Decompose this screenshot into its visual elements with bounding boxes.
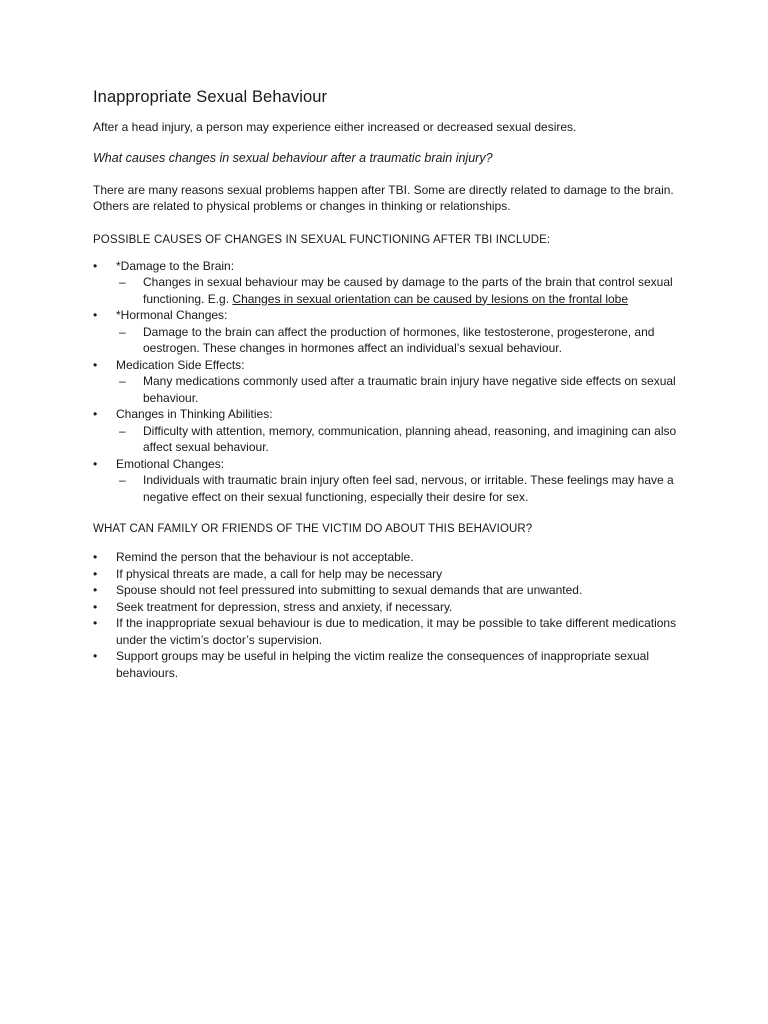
family-action-item [93,648,678,681]
bullet-icon: • [93,616,98,630]
cause-details [116,324,678,357]
cause-item [93,456,678,506]
dash-icon: – [119,374,126,388]
intro-paragraph: After a head injury, a person may experience either increased or decreased sexual desires. [93,120,577,134]
family-action-text: If the inappropriate sexual behaviour is due to medication, it may be possible to take different medications under the victim’s doctor’s supervision. [116,616,677,647]
family-action-text: Spouse should not feel pressured into submitting to sexual demands that are unwanted. [116,583,583,597]
cause-label: *Damage to the Brain: [116,258,235,273]
family-action-item [93,566,678,583]
bullet-icon: • [93,566,98,581]
family-heading: WHAT CAN FAMILY OR FRIENDS OF THE VICTIM DO ABOUT THIS BEHAVIOUR? [93,523,533,535]
cause-details [116,274,678,307]
family-action-text: Remind the person that the behaviour is not acceptable. [116,550,414,564]
cause-detail-text: Difficulty with attention, memory, communication, planning ahead, reasoning, and imagining can also affect sexual behaviour. [143,423,677,454]
cause-label: Medication Side Effects: [116,357,245,372]
cause-detail-text: Individuals with traumatic brain injury often feel sad, nervous, or irritable. These feelings may have a negative effect on their sexual functioning, especially their desire for sex. [143,473,674,504]
dash-icon: – [119,275,126,289]
dash-icon: – [119,423,126,438]
cause-detail [116,423,678,456]
family-action-item [93,615,678,648]
question-heading: What causes changes in sexual behaviour after a traumatic brain injury? [93,150,493,165]
family-actions-list [93,549,678,681]
cause-detail [116,472,678,505]
causes-heading: POSSIBLE CAUSES OF CHANGES IN SEXUAL FUNCTIONING AFTER TBI INCLUDE: [93,233,551,246]
bullet-icon: • [93,649,98,663]
document-title: Inappropriate Sexual Behaviour [93,88,328,106]
bullet-icon: • [93,456,98,471]
bullet-icon: • [93,308,98,322]
bullet-icon: • [93,357,98,372]
cause-item [93,357,678,407]
family-action-item [93,549,678,566]
cause-detail [116,373,678,406]
cause-details [116,472,678,505]
cause-item [93,406,678,456]
family-action-text: If physical threats are made, a call for help may be necessary [116,566,443,581]
bullet-icon: • [93,258,98,273]
cause-label: *Hormonal Changes: [116,308,228,322]
bullet-icon: • [93,407,98,421]
cause-detail [116,324,678,357]
cause-label: Emotional Changes: [116,456,225,471]
cause-item [93,258,678,308]
reasons-paragraph: There are many reasons sexual problems happen after TBI. Some are directly related to damage to the brain. Others are related to physical problems or changes in thinking or relationships. [93,182,674,213]
cause-detail-text: Damage to the brain can affect the production of hormones, like testosterone, progesterone, and oestrogen. These changes in hormones affect an individual’s sexual behaviour. [143,324,655,355]
dash-icon: – [119,473,126,487]
family-action-item [93,582,678,599]
cause-detail-text: Many medications commonly used after a traumatic brain injury have negative side effects on sexual behaviour. [143,374,676,405]
cause-item [93,307,678,357]
cause-label: Changes in Thinking Abilities: [116,407,273,421]
underlined-example: Changes in sexual orientation can be caused by lesions on the frontal lobe [232,291,629,306]
causes-list [93,258,678,506]
family-action-item [93,599,678,616]
cause-details [116,423,678,456]
bullet-icon: • [93,599,98,614]
family-action-text: Seek treatment for depression, stress and anxiety, if necessary. [116,599,453,614]
dash-icon: – [119,324,126,339]
cause-details [116,373,678,406]
family-action-text: Support groups may be useful in helping the victim realize the consequences of inappropriate sexual behaviours. [116,649,649,680]
bullet-icon: • [93,550,98,564]
bullet-icon: • [93,583,98,597]
cause-detail-text: Changes in sexual behaviour may be caused by damage to the parts of the brain that control sexual functioning. E.g. [143,275,673,306]
cause-detail [116,274,678,307]
